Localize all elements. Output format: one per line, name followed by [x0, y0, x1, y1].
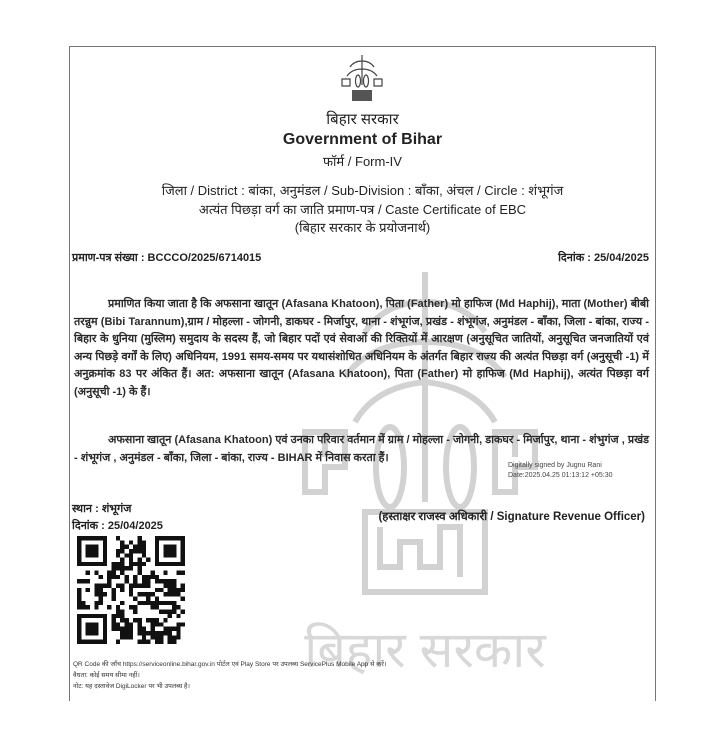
digital-signed-date: Date:2025.04.25 01:13:12 +05:30	[508, 472, 613, 479]
govt-english: Government of Bihar	[282, 131, 443, 148]
issue-date: दिनांक : 25/04/2025	[558, 252, 649, 264]
footer-digilocker-note: नोट: यह दस्तावेज DigiLocker पर भी उपलब्ध है।	[73, 683, 190, 690]
footer-qr-note: QR Code की जाँच https://serviceonline.bihar.gov.in पोर्टल एवं Play Store पर उपलब्ध ServicePlus Mobile App से करें।	[73, 661, 387, 668]
digital-signature	[508, 461, 613, 481]
certificate	[69, 46, 656, 701]
location-line: जिला / District : बांका, अनुमंडल / Sub-Division : बाँका, अंचल / Circle : शंभूगंज	[161, 183, 564, 198]
digital-signed-by: Digitally signed by Jugnu Rani	[508, 462, 602, 469]
form-number: फॉर्म / Form-IV	[323, 154, 402, 169]
certificate-title: अत्यंत पिछड़ा वर्ग का जाति प्रमाण-पत्र / Caste Certificate of EBC	[198, 202, 527, 217]
paragraph-1-text: प्रमाणित किया जाता है कि अफसाना खातून (Afasana Khatoon), पिता (Father) मो हाफिज (Md Haphij), माता (Mother) बीबी तरन्नुम (Bibi Tarannum),ग्राम / मोहल्ला - जोगनी, डाकघर - मिर्जापुर, थाना - शंभूगंज, प्रखंड - शंभूगंज, अनुमंडल - बाँका, जिला - बांका, राज्य - बिहार के धुनिया (मुस्लिम) समुदाय के सदस्य हैं, जो बिहार पदों एवं सेवाओं की रिक्तियों में आरक्षण (अनुसूचित जातियों, अनुसूचित जनजातियों एवं अन्य पिछड़े वर्गों के लिए) अधिनियम, 1991 समय-समय पर यथासंशोधित अधिनियम के अंतर्गत बिहार राज्य की अत्यंत पिछड़ा वर्ग (अनुसूची -1) में अनुक्रमांक 83 पर अंकित हैं। अत: अफसाना खातून (Afasana Khatoon), पिता (Father) मो हाफिज (Md Haphij), अत्यंत पिछड़ा वर्ग (अनुसूची -1) के हैं।	[74, 298, 649, 398]
officer-signature-label: (हस्ताक्षर राजस्व अधिकारी / Signature Revenue Officer)	[378, 511, 645, 523]
footer-validity: वैधता: कोई समय सीमा नहीं।	[73, 672, 140, 679]
qr-code[interactable]	[77, 536, 185, 644]
certificate-number: प्रमाण-पत्र संख्या : BCCCO/2025/6714015	[72, 252, 262, 264]
govt-hindi: बिहार सरकार	[326, 111, 399, 128]
signature-date: दिनांक : 25/04/2025	[72, 520, 163, 532]
watermark-text: बिहार सरकार	[304, 622, 546, 678]
bihar-emblem-logo	[338, 53, 386, 103]
place: स्थान : शंभूगंज	[72, 503, 132, 515]
certification-paragraph	[74, 296, 649, 402]
purpose-note: (बिहार सरकार के प्रयोजनार्थ)	[294, 220, 431, 235]
paragraph-2-text: अफसाना खातून (Afasana Khatoon) एवं उनका परिवार वर्तमान में ग्राम / मोहल्ला - जोगनी, डाकघर - मिर्जापुर, थाना - शंभुगंज , प्रखंड - शंभूगंज , अनुमंडल - बाँका, जिला - बांका, राज्य - BIHAR में निवास करता हैं।	[74, 434, 649, 464]
